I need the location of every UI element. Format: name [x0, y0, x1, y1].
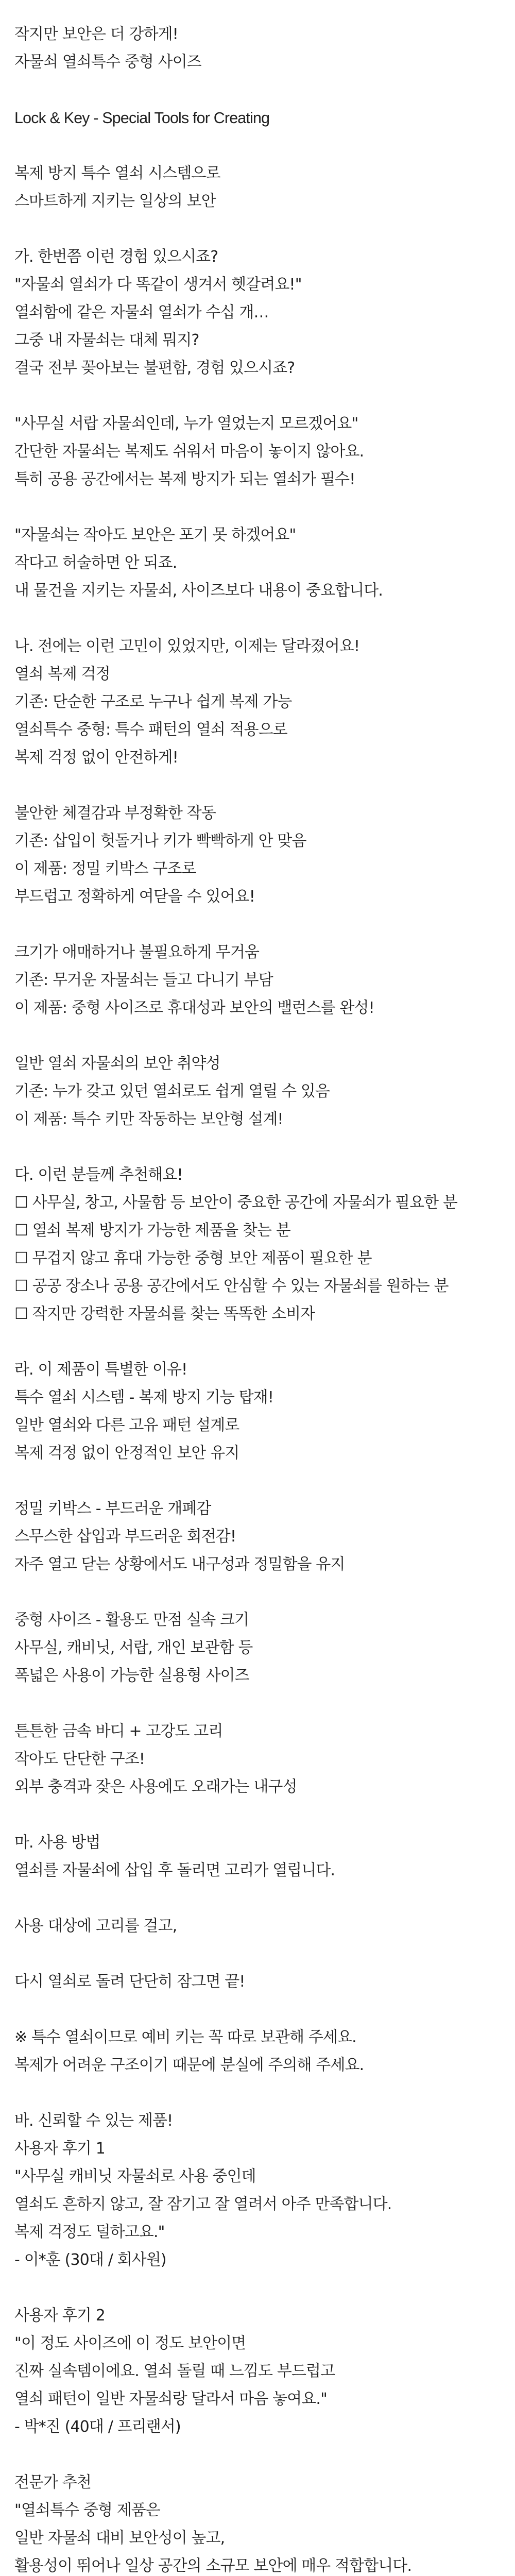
text-block-section-ra — [14, 1356, 515, 1467]
block-heading-line: 마. 사용 방법 — [14, 1834, 100, 1852]
body-text-line: 간단한 자물쇠는 복제도 쉬워서 마음이 놓이지 않아요. — [14, 443, 364, 461]
body-text-line: 기존: 무거운 자물쇠는 들고 다니기 부담 — [14, 971, 273, 989]
body-text-line: 복제 걱정 없이 안정적인 보안 유지 — [14, 1444, 239, 1462]
body-text-line: 그중 내 자물쇠는 대체 뭐지? — [14, 331, 199, 349]
body-text-line: 이 제품: 특수 키만 작동하는 보안형 설계! — [14, 1110, 283, 1128]
text-block-intro — [14, 21, 515, 76]
body-text-line: ☐ 사무실, 창고, 사물함 등 보안이 중요한 공간에 자물쇠가 필요한 분 — [14, 1194, 458, 1212]
body-text-line: 기존: 단순한 구조로 누구나 쉽게 복제 가능 — [14, 693, 292, 711]
body-text-line: ☐ 열쇠 복제 방지가 가능한 제품을 찾는 분 — [14, 1222, 290, 1240]
body-text-line: 특수 열쇠 시스템 - 복제 방지 기능 탑재! — [14, 1388, 274, 1406]
text-block-na-vuln — [14, 1050, 515, 1133]
text-block-na-fit — [14, 800, 515, 911]
block-heading-line: 라. 이 제품이 특별한 이유! — [14, 1361, 187, 1379]
body-text-line: 자물쇠 열쇠특수 중형 사이즈 — [14, 53, 201, 71]
body-text-line: "이 정도 사이즈에 이 정도 보안이면 — [14, 2334, 246, 2352]
body-text-line: 사용자 후기 1 — [14, 2140, 105, 2158]
text-block-section-ga — [14, 243, 515, 382]
block-heading-line: 튼튼한 금속 바디 + 고강도 고리 — [14, 1722, 223, 1740]
body-text-line: 일반 열쇠와 다른 고유 패턴 설계로 — [14, 1416, 239, 1434]
block-heading-line: 복제 방지 특수 열쇠 시스템으로 — [14, 164, 220, 182]
body-text-line: ☐ 작지만 강력한 자물쇠를 찾는 똑똑한 소비자 — [14, 1305, 315, 1323]
block-heading-line: 불안한 체결감과 부정확한 작동 — [14, 804, 216, 822]
body-text-line: 활용성이 뛰어나 일상 공간의 소규모 보안에 매우 적합합니다. — [14, 2557, 412, 2575]
block-heading-line: 바. 신뢰할 수 있는 제품! — [14, 2112, 173, 2130]
body-text-line: 사무실, 캐비닛, 서랍, 개인 보관함 등 — [14, 1639, 253, 1657]
body-text-line: 기존: 삽입이 헛돌거나 키가 빡빡하게 안 맞음 — [14, 832, 306, 850]
body-text-line: "자물쇠 열쇠가 다 똑같이 생겨서 헷갈려요!" — [14, 276, 302, 294]
body-text-line: 결국 전부 꽂아보는 불편함, 경험 있으시죠? — [14, 359, 295, 377]
body-text-line: 열쇠도 흔하지 않고, 잘 잠기고 잘 열려서 아주 만족합니다. — [14, 2195, 392, 2213]
block-heading-line: ※ 특수 열쇠이므로 예비 키는 꼭 따로 보관해 주세요. — [14, 2028, 356, 2046]
body-text-line: 일반 자물쇠 대비 보안성이 높고, — [14, 2529, 225, 2547]
body-text-line: 열쇠특수 중형: 특수 패턴의 열쇠 적용으로 — [14, 721, 287, 739]
body-text-line: ☐ 무겁지 않고 휴대 가능한 중형 보안 제품이 필요한 분 — [14, 1249, 372, 1267]
block-heading-line: 나. 전에는 이런 고민이 있었지만, 이제는 달라졌어요! — [14, 637, 360, 655]
text-block-ra-size — [14, 1606, 515, 1690]
body-text-line: 자주 열고 닫는 상황에서도 내구성과 정밀함을 유지 — [14, 1555, 345, 1573]
block-heading-line: 다시 열쇠로 돌려 단단히 잠그면 끝! — [14, 1973, 245, 1991]
body-text-line: 이 제품: 중형 사이즈로 휴대성과 보안의 밸런스를 완성! — [14, 999, 374, 1017]
block-heading-line: 크기가 애매하거나 불필요하게 무거움 — [14, 943, 260, 961]
body-text-line: - 이*훈 (30대 / 회사원) — [14, 2251, 166, 2269]
text-block-ga-small — [14, 521, 515, 605]
body-text-line: 복제 걱정도 덜하고요." — [14, 2223, 165, 2241]
text-block-ma-step3 — [14, 1968, 515, 1996]
block-heading-line: "사무실 서랍 자물쇠인데, 누가 열었는지 모르겠어요" — [14, 415, 358, 433]
body-text-line: "사무실 캐비닛 자물쇠로 사용 중인데 — [14, 2167, 256, 2185]
text-block-ga-office — [14, 410, 515, 494]
text-block-section-na — [14, 633, 515, 772]
text-block-ba-review2 — [14, 2302, 515, 2441]
text-block-brand — [14, 104, 515, 132]
body-text-line: "열쇠특수 중형 제품은 — [14, 2501, 160, 2519]
text-block-section-ma — [14, 1829, 515, 1885]
body-text-line: 복제가 어려운 구조이기 때문에 분실에 주의해 주세요. — [14, 2056, 364, 2074]
body-text-line: 부드럽고 정확하게 여닫을 수 있어요! — [14, 888, 255, 906]
body-text-line: 스무스한 삽입과 부드러운 회전감! — [14, 1528, 236, 1546]
body-text-line: 외부 충격과 잦은 사용에도 오래가는 내구성 — [14, 1778, 297, 1796]
block-heading-line: Lock & Key - Special Tools for Creating — [14, 109, 270, 127]
block-heading-line: 전문가 추천 — [14, 2473, 92, 2492]
body-text-line: 기존: 누가 갖고 있던 열쇠로도 쉽게 열릴 수 있음 — [14, 1082, 330, 1100]
body-text-line: 열쇠를 자물쇠에 삽입 후 돌리면 고리가 열립니다. — [14, 1861, 335, 1879]
text-block-tagline — [14, 160, 515, 215]
body-text-line: 열쇠 복제 걱정 — [14, 665, 110, 683]
text-block-ba-expert — [14, 2469, 515, 2576]
text-block-na-size — [14, 939, 515, 1022]
text-block-ma-step2 — [14, 1912, 515, 1940]
body-text-line: 폭넓은 사용이 가능한 실용형 사이즈 — [14, 1667, 249, 1685]
text-block-ra-body — [14, 1718, 515, 1801]
body-text-line: 작다고 허술하면 안 되죠. — [14, 554, 177, 572]
block-heading-line: 가. 한번쯤 이런 경험 있으시죠? — [14, 248, 218, 266]
body-text-line: ☐ 공공 장소나 공용 공간에서도 안심할 수 있는 자물쇠를 원하는 분 — [14, 1277, 449, 1295]
text-block-section-ba — [14, 2107, 515, 2274]
block-heading-line: 사용 대상에 고리를 걸고, — [14, 1917, 177, 1935]
body-text-line: 스마트하게 지키는 일상의 보안 — [14, 192, 216, 210]
body-text-line: - 박*진 (40대 / 프리랜서) — [14, 2418, 181, 2436]
body-text-line: 진짜 실속템이에요. 열쇠 돌릴 때 느낌도 부드럽고 — [14, 2362, 335, 2380]
block-heading-line: 중형 사이즈 - 활용도 만점 실속 크기 — [14, 1611, 249, 1629]
block-heading-line: 일반 열쇠 자물쇠의 보안 취약성 — [14, 1055, 220, 1073]
text-block-ra-keybox — [14, 1495, 515, 1579]
block-heading-line: 작지만 보안은 더 강하게! — [14, 25, 178, 43]
text-block-ma-note — [14, 2024, 515, 2079]
block-heading-line: "자물쇠는 작아도 보안은 포기 못 하겠어요" — [14, 526, 296, 544]
body-text-line: 작아도 단단한 구조! — [14, 1750, 145, 1768]
body-text-line: 열쇠함에 같은 자물쇠 열쇠가 수십 개… — [14, 303, 269, 321]
body-text-line: 열쇠 패턴이 일반 자물쇠랑 달라서 마음 놓여요." — [14, 2390, 328, 2408]
body-text-line: 이 제품: 정밀 키박스 구조로 — [14, 860, 196, 878]
text-block-section-da — [14, 1161, 515, 1328]
body-text-line: 내 물건을 지키는 자물쇠, 사이즈보다 내용이 중요합니다. — [14, 582, 383, 600]
block-heading-line: 정밀 키박스 - 부드러운 개폐감 — [14, 1500, 211, 1518]
body-text-line: 복제 걱정 없이 안전하게! — [14, 749, 178, 767]
block-heading-line: 사용자 후기 2 — [14, 2307, 105, 2325]
body-text-line: 특히 공용 공간에서는 복제 방지가 되는 열쇠가 필수! — [14, 470, 355, 488]
block-heading-line: 다. 이런 분들께 추천해요! — [14, 1166, 183, 1184]
